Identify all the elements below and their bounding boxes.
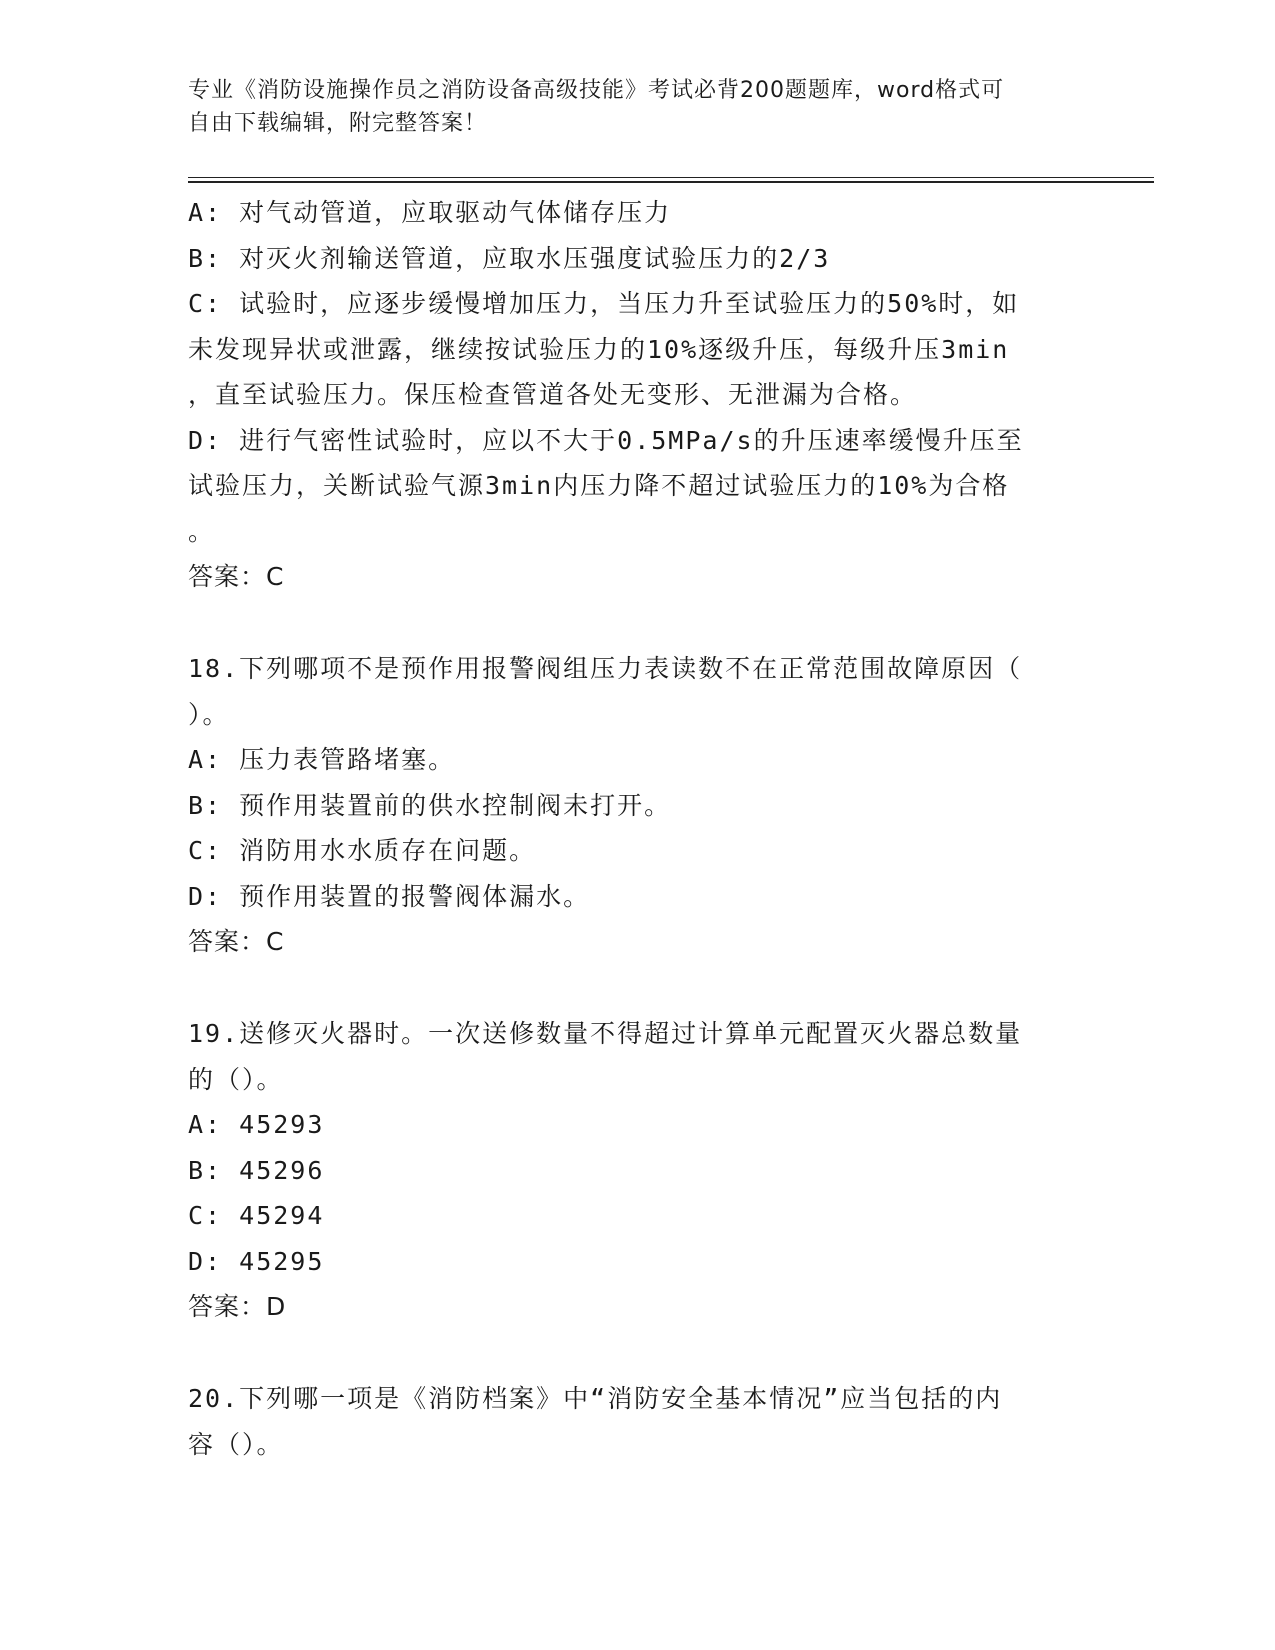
q19-question-line-1: 19.送修灭火器时。一次送修数量不得超过计算单元配置灭火器总数量 xyxy=(188,1019,1023,1048)
q19-option-b: B: 45296 xyxy=(188,1155,325,1185)
q19-option-d: D: 45295 xyxy=(188,1246,325,1276)
q17-option-d-line-1: D: 进行气密性试验时，应以不大于0.5MPa/s的升压速率缓慢升压至 xyxy=(188,425,1024,455)
question-18 xyxy=(188,646,1068,965)
q17-option-d-line-2: 试验压力，关断试验气源3min内压力降不超过试验压力的10%为合格 xyxy=(188,471,1010,500)
q18-option-d: D: 预作用装置的报警阀体漏水。 xyxy=(188,881,591,911)
q19-answer: 答案：D xyxy=(188,1292,287,1321)
q17-option-d-line-3: 。 xyxy=(188,516,216,546)
q18-option-b: B: 预作用装置前的供水控制阀未打开。 xyxy=(188,790,672,820)
q20-question-line-1: 20.下列哪一项是《消防档案》中“消防安全基本情况”应当包括的内 xyxy=(188,1384,1003,1413)
q19-option-a: A: 45293 xyxy=(188,1110,325,1139)
header-rule-thick xyxy=(188,181,1154,183)
spacer xyxy=(188,600,1068,646)
q18-question-line-1: 18.下列哪项不是预作用报警阀组压力表读数不在正常范围故障原因（ xyxy=(188,654,1023,683)
spacer xyxy=(188,965,1068,1011)
q20-question-line-2: 容（）。 xyxy=(188,1429,284,1459)
q17-option-a: A: 对气动管道，应取驱动气体储存压力 xyxy=(188,198,672,227)
question-19 xyxy=(188,1011,1068,1330)
header-line-1: 专业《消防设施操作员之消防设备高级技能》考试必背200题题库，word格式可 xyxy=(188,78,1005,103)
question-20 xyxy=(188,1376,1068,1467)
question-17 xyxy=(188,190,1068,600)
q17-option-c-line-1: C: 试验时，应逐步缓慢增加压力，当压力升至试验压力的50%时，如 xyxy=(188,289,1020,318)
q18-answer: 答案：C xyxy=(188,927,285,956)
header-rule-thin xyxy=(188,177,1154,178)
q18-option-a: A: 压力表管路堵塞。 xyxy=(188,745,456,774)
header-line-2: 自由下载编辑，附完整答案！ xyxy=(188,111,488,136)
q17-option-c-line-3: ，直至试验压力。保压检查管道各处无变形、无泄漏为合格。 xyxy=(188,380,918,409)
spacer xyxy=(188,1330,1068,1376)
q18-question-line-2: ）。 xyxy=(188,699,230,729)
q17-option-c-line-2: 未发现异状或泄露，继续按试验压力的10%逐级升压，每级升压3min xyxy=(188,334,1010,364)
q17-option-b: B: 对灭火剂输送管道，应取水压强度试验压力的2/3 xyxy=(188,243,831,273)
q18-option-c: C: 消防用水水质存在问题。 xyxy=(188,836,537,865)
document-header xyxy=(188,74,1088,140)
document-body xyxy=(188,190,1068,1467)
q19-question-line-2: 的（）。 xyxy=(188,1064,284,1094)
q17-answer: 答案：C xyxy=(188,562,285,591)
q19-option-c: C: 45294 xyxy=(188,1201,325,1230)
